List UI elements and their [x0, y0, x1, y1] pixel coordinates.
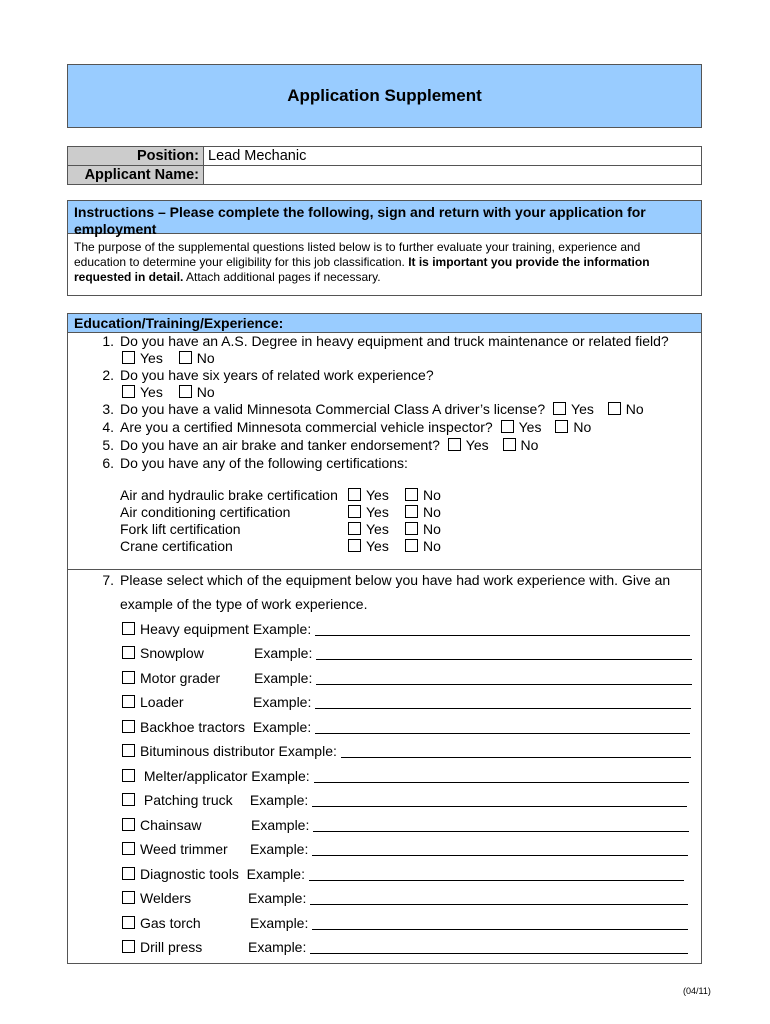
no-label: No: [573, 419, 592, 435]
cert-1-yes-checkbox[interactable]: [348, 488, 361, 501]
question-6: [102, 455, 408, 472]
equipment-row: [122, 743, 691, 760]
example-field[interactable]: [315, 694, 691, 709]
equipment-row: [122, 694, 691, 711]
q1-no-checkbox[interactable]: [179, 351, 192, 364]
example-label: Example:: [249, 792, 309, 808]
example-label: Example:: [253, 694, 312, 710]
example-field[interactable]: [316, 670, 692, 685]
equipment-label: Patching truck: [143, 792, 233, 808]
question-2-options: [122, 384, 215, 401]
example-field[interactable]: [312, 841, 688, 856]
question-7: [102, 572, 671, 589]
question-text: Do you have six years of related work experience?: [120, 367, 434, 383]
yes-label: Yes: [140, 384, 163, 400]
q1-yes-checkbox[interactable]: [122, 351, 135, 364]
equipment-checkbox[interactable]: [122, 769, 135, 782]
yes-label: Yes: [366, 487, 389, 503]
instructions-text-1: The purpose of the supplemental questions listed below is to further evaluate your training, experience and education to determine your eligibility for this job classification.: [74, 240, 641, 269]
no-label: No: [423, 521, 441, 537]
example-label: Example:: [248, 939, 307, 955]
equipment-label: Backhoe tractors: [140, 719, 246, 735]
no-label: No: [196, 350, 215, 366]
question-number: 4.: [102, 419, 114, 435]
question-number: 2.: [102, 367, 114, 383]
equipment-checkbox[interactable]: [122, 646, 135, 659]
example-field[interactable]: [315, 621, 690, 636]
equipment-label: Diagnostic tools: [140, 866, 239, 882]
example-label: Example:: [278, 743, 337, 759]
question-text: Please select which of the equipment below you have had work experience with. Give an: [120, 572, 671, 588]
equipment-row: [122, 866, 684, 883]
certification-row: [120, 504, 441, 521]
equipment-label: Gas torch: [140, 915, 201, 931]
equipment-row: [122, 768, 689, 785]
question-text: Do you have a valid Minnesota Commercial Class A driver’s license?: [120, 401, 546, 417]
equipment-row: [122, 915, 688, 932]
example-field[interactable]: [315, 719, 690, 734]
cert-4-yes-checkbox[interactable]: [348, 539, 361, 552]
education-section: [67, 313, 702, 964]
question-2: [102, 367, 434, 384]
equipment-label: Chainsaw: [140, 817, 202, 833]
equipment-label: Bituminous distributor: [140, 743, 275, 759]
example-label: Example:: [254, 645, 313, 661]
cert-3-yes-checkbox[interactable]: [348, 522, 361, 535]
example-label: Example:: [250, 841, 309, 857]
example-label: Example:: [254, 670, 313, 686]
instructions-box: [67, 200, 702, 296]
example-field[interactable]: [309, 866, 684, 881]
q5-no-checkbox[interactable]: [503, 438, 516, 451]
q2-yes-checkbox[interactable]: [122, 385, 135, 398]
example-label: Example:: [252, 621, 312, 637]
equipment-row: [122, 841, 688, 858]
question-1-options: [122, 350, 215, 367]
equipment-checkbox[interactable]: [122, 671, 135, 684]
equipment-label: Drill press: [140, 939, 203, 955]
example-field[interactable]: [313, 817, 689, 832]
example-field[interactable]: [310, 939, 688, 954]
q3-no-checkbox[interactable]: [608, 402, 621, 415]
question-1: [102, 333, 669, 350]
equipment-row: [122, 817, 689, 834]
example-field[interactable]: [341, 743, 691, 758]
applicant-name-field[interactable]: [204, 166, 702, 185]
question-text: example of the type of work experience.: [120, 596, 368, 612]
certification-row: [120, 487, 441, 504]
example-field[interactable]: [314, 768, 689, 783]
no-label: No: [520, 437, 539, 453]
equipment-row: [122, 890, 688, 907]
no-label: No: [625, 401, 644, 417]
education-heading: Education/Training/Experience:: [68, 314, 701, 333]
cert-3-no-checkbox[interactable]: [405, 522, 418, 535]
no-label: No: [196, 384, 215, 400]
question-text: Are you a certified Minnesota commercial vehicle inspector?: [120, 419, 493, 435]
equipment-label: Weed trimmer: [140, 841, 228, 857]
question-3: [102, 401, 644, 418]
equipment-label: Melter/applicator: [143, 768, 248, 784]
instructions-heading: Instructions – Please complete the following, sign and return with your application for employment: [68, 201, 701, 234]
question-text: Do you have an air brake and tanker endorsement?: [120, 437, 440, 453]
applicant-name-label: Applicant Name:: [68, 166, 204, 185]
no-label: No: [423, 487, 441, 503]
question-5: [102, 437, 539, 454]
certification-label: Air and hydraulic brake certification: [120, 487, 338, 503]
certification-row: [120, 521, 441, 538]
yes-label: Yes: [518, 419, 542, 435]
equipment-label: Snowplow: [140, 645, 204, 661]
no-label: No: [423, 504, 441, 520]
position-value[interactable]: Lead Mechanic: [204, 147, 702, 166]
title-banner: [67, 64, 702, 128]
q5-yes-checkbox[interactable]: [448, 438, 461, 451]
equipment-label: Heavy equipment: [140, 621, 249, 637]
yes-label: Yes: [140, 350, 163, 366]
question-text: Do you have any of the following certifications:: [120, 455, 408, 471]
question-number: 3.: [102, 401, 114, 417]
equipment-row: [122, 621, 690, 638]
q3-yes-checkbox[interactable]: [553, 402, 566, 415]
certification-label: Fork lift certification: [120, 521, 241, 537]
equipment-checkbox[interactable]: [122, 818, 135, 831]
equipment-label: Welders: [140, 890, 192, 906]
yes-label: Yes: [571, 401, 594, 417]
equipment-row: [122, 670, 692, 687]
q4-yes-checkbox[interactable]: [501, 420, 514, 433]
question-text: Do you have an A.S. Degree in heavy equipment and truck maintenance or related field?: [120, 333, 669, 349]
example-label: Example:: [251, 817, 310, 833]
equipment-checkbox[interactable]: [122, 622, 135, 635]
certification-row: [120, 538, 441, 555]
equipment-checkbox[interactable]: [122, 891, 135, 904]
equipment-checkbox[interactable]: [122, 867, 135, 880]
equipment-label: Loader: [140, 694, 184, 710]
example-label: Example:: [246, 866, 305, 882]
example-field[interactable]: [316, 645, 692, 660]
example-label: Example:: [251, 768, 310, 784]
certification-label: Air conditioning certification: [120, 504, 291, 520]
example-label: Example:: [252, 719, 312, 735]
question-4: [102, 419, 592, 436]
instructions-body: [68, 234, 701, 291]
no-label: No: [423, 538, 441, 554]
equipment-row: [122, 939, 688, 956]
position-label: Position:: [68, 147, 204, 166]
question-number: 7.: [102, 572, 114, 588]
question-number: 5.: [102, 437, 114, 453]
q2-no-checkbox[interactable]: [179, 385, 192, 398]
instructions-text-2: Attach additional pages if necessary.: [186, 270, 381, 284]
yes-label: Yes: [366, 521, 389, 537]
example-label: Example:: [248, 890, 307, 906]
equipment-checkbox[interactable]: [122, 842, 135, 855]
question-7-line-2: [120, 596, 367, 613]
position-table: [67, 146, 702, 185]
example-field[interactable]: [310, 890, 688, 905]
equipment-row: [122, 719, 690, 736]
question-number: 1.: [102, 333, 114, 349]
certification-label: Crane certification: [120, 538, 233, 554]
equipment-checkbox[interactable]: [122, 940, 135, 953]
cert-1-no-checkbox[interactable]: [405, 488, 418, 501]
instructions-bold-text: It is important you provide the information requested in detail.: [74, 255, 650, 284]
q4-no-checkbox[interactable]: [555, 420, 568, 433]
yes-label: Yes: [465, 437, 489, 453]
cert-2-no-checkbox[interactable]: [405, 505, 418, 518]
question-number: 6.: [102, 455, 114, 471]
revision-date: (04/11): [683, 986, 711, 996]
equipment-checkbox[interactable]: [122, 720, 135, 733]
page-title: Application Supplement: [287, 86, 482, 105]
example-label: Example:: [250, 915, 309, 931]
equipment-checkbox[interactable]: [122, 695, 135, 708]
example-field[interactable]: [312, 915, 688, 930]
equipment-checkbox[interactable]: [122, 793, 135, 806]
equipment-label: Motor grader: [140, 670, 221, 686]
section-divider: [68, 569, 701, 570]
equipment-checkbox[interactable]: [122, 744, 135, 757]
cert-4-no-checkbox[interactable]: [405, 539, 418, 552]
yes-label: Yes: [366, 504, 389, 520]
example-field[interactable]: [312, 792, 687, 807]
yes-label: Yes: [366, 538, 389, 554]
equipment-row: [122, 645, 692, 662]
cert-2-yes-checkbox[interactable]: [348, 505, 361, 518]
equipment-row: [122, 792, 687, 809]
equipment-checkbox[interactable]: [122, 916, 135, 929]
